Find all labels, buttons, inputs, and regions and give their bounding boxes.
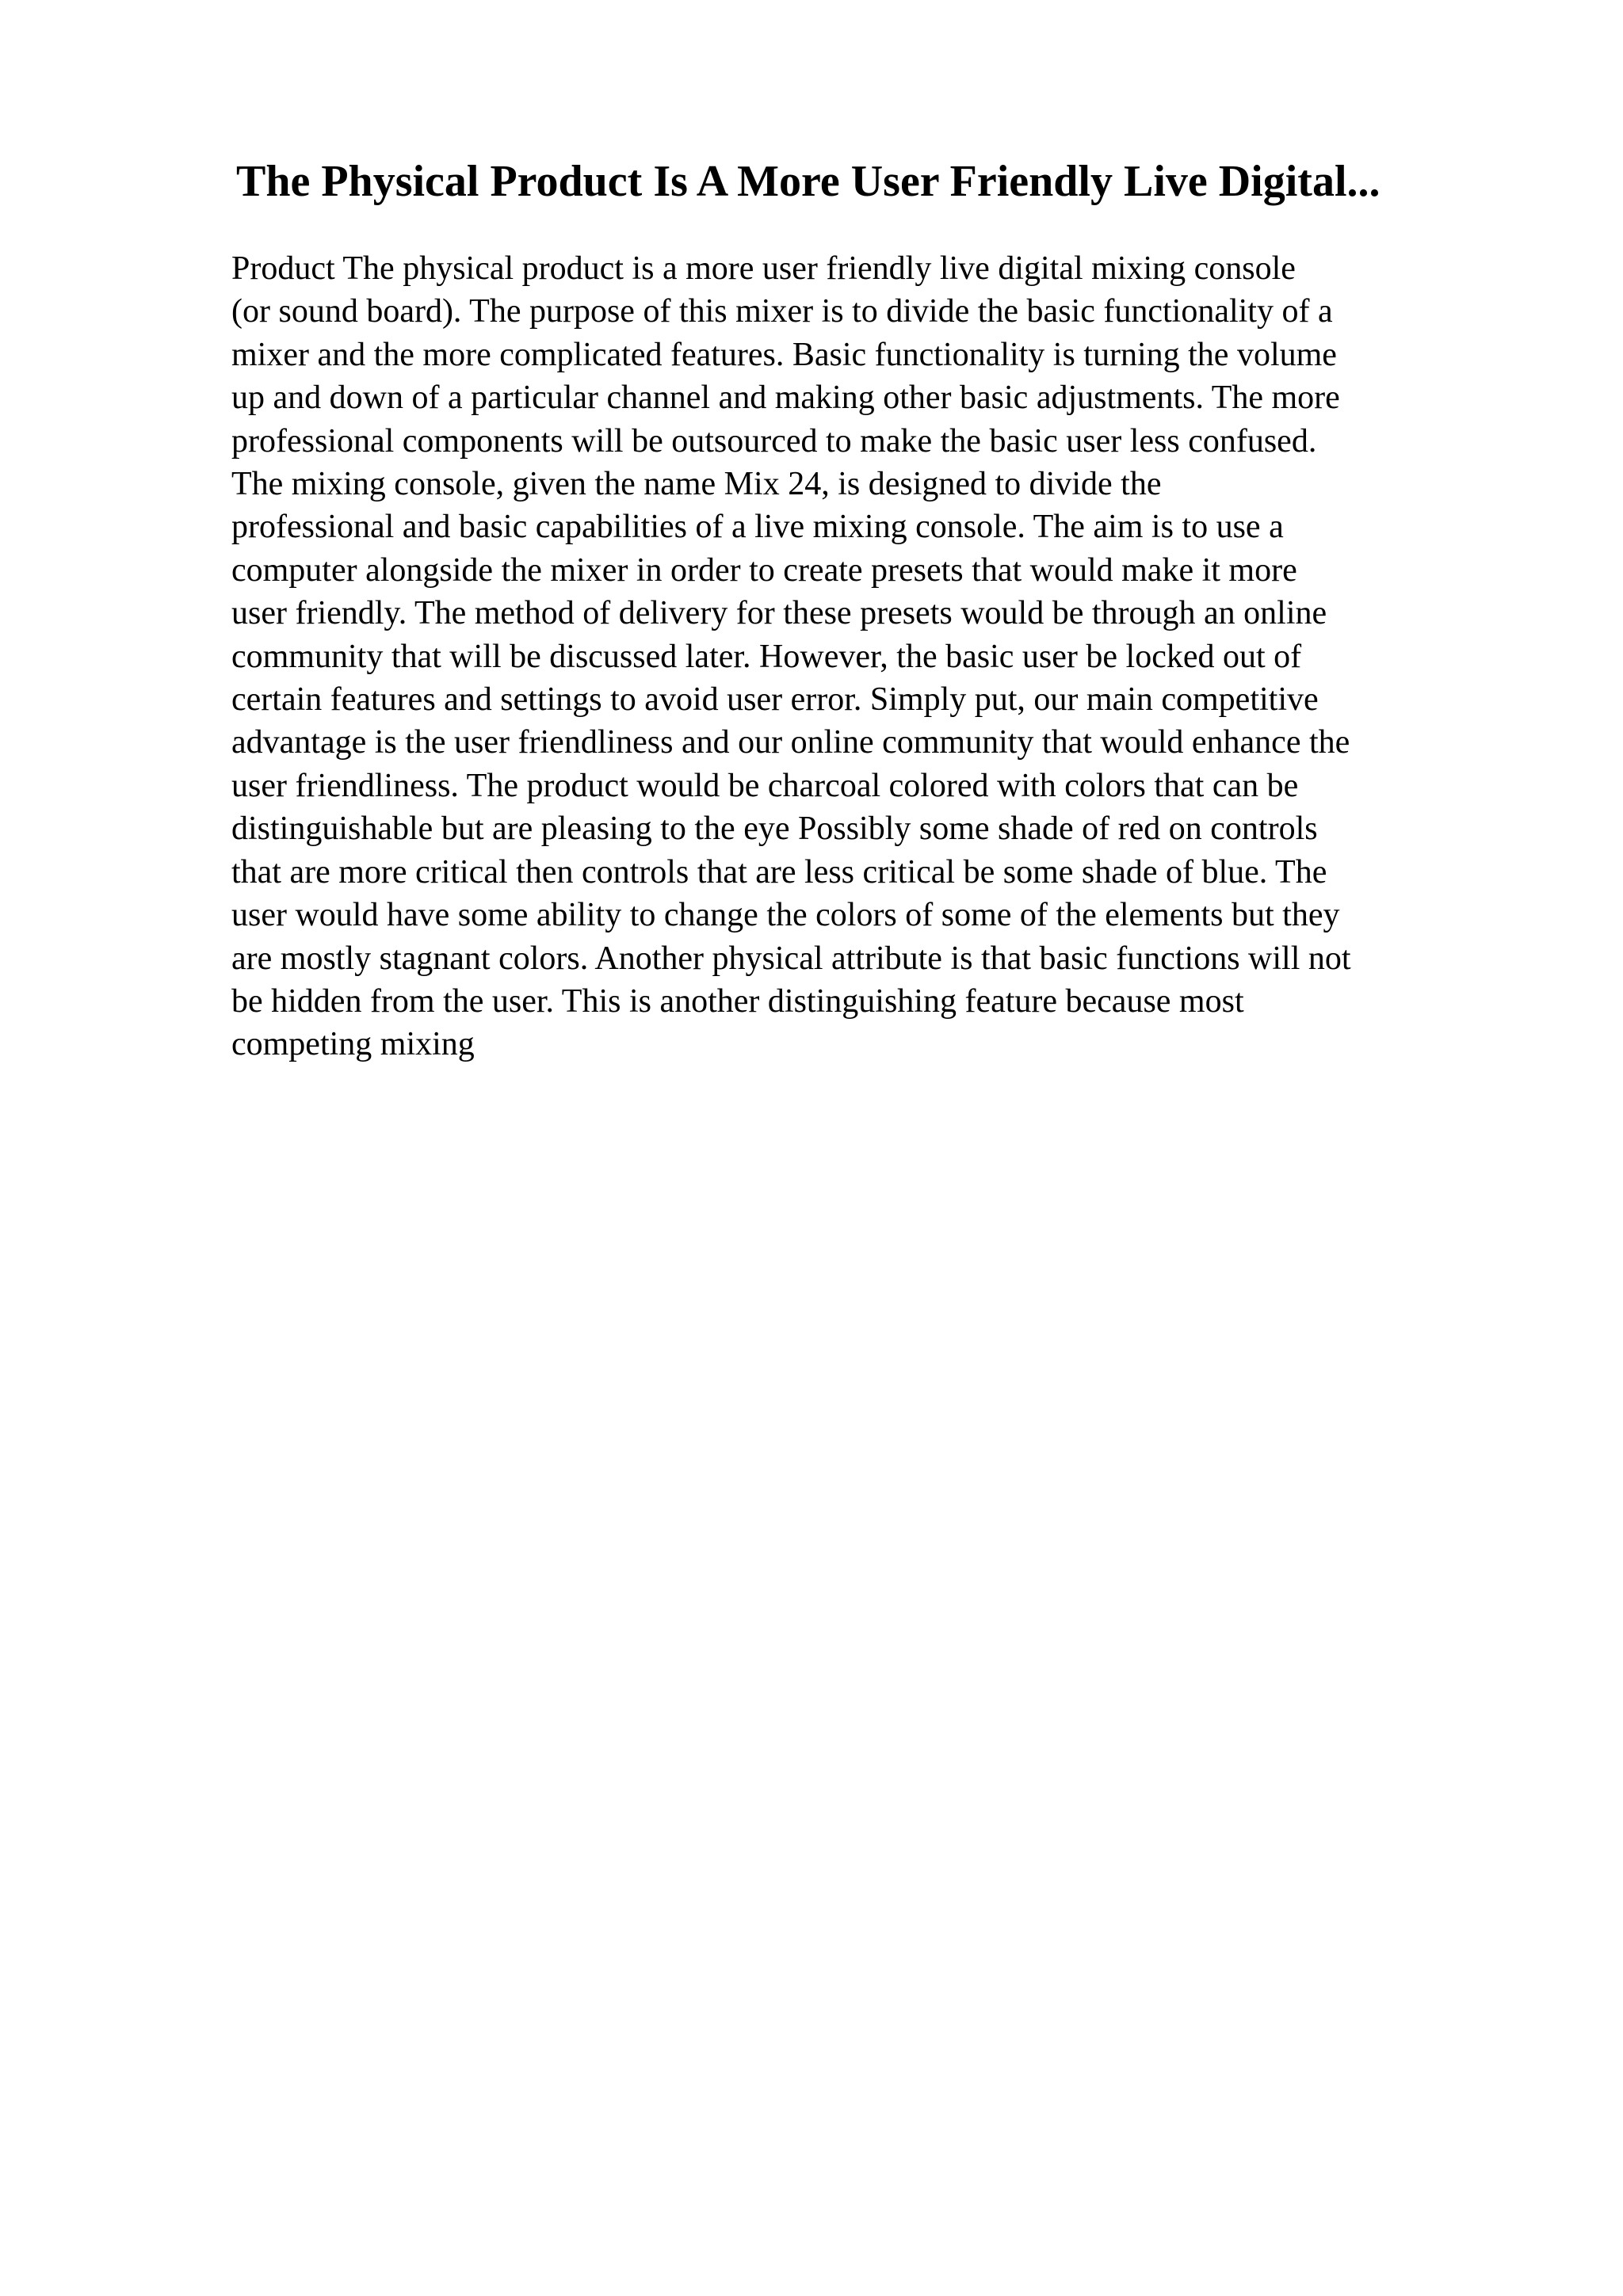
body-line: computer alongside the mixer in order to create presets that would make it more — [231, 551, 1297, 589]
body-line: user friendly. The method of delivery for these presets would be through an online — [231, 595, 1327, 632]
body-line: professional components will be outsourced to make the basic user less confused. — [231, 422, 1317, 460]
body-line: user would have some ability to change the colors of some of the elements but they — [231, 897, 1340, 934]
document-body — [231, 247, 1594, 1066]
body-line: The mixing console, given the name Mix 24, is designed to divide the — [231, 466, 1162, 503]
body-line: professional and basic capabilities of a live mixing console. The aim is to use a — [231, 509, 1284, 546]
body-line: distinguishable but are pleasing to the eye Possibly some shade of red on controls — [231, 810, 1318, 848]
body-line: up and down of a particular channel and making other basic adjustments. The more — [231, 379, 1340, 417]
body-line: certain features and settings to avoid user error. Simply put, our main competitive — [231, 681, 1319, 719]
body-line: user friendliness. The product would be charcoal colored with colors that can be — [231, 767, 1299, 804]
body-line: advantage is the user friendliness and our online community that would enhance the — [231, 724, 1350, 761]
body-line: community that will be discussed later. However, the basic user be locked out of — [231, 638, 1302, 675]
body-line: are mostly stagnant colors. Another physical attribute is that basic functions will not — [231, 940, 1351, 977]
body-line: that are more critical then controls that are less critical be some shade of blue. The — [231, 853, 1327, 891]
body-line: (or sound board). The purpose of this mixer is to divide the basic functionality of a — [231, 293, 1333, 330]
body-line: be hidden from the user. This is another distinguishing feature because most — [231, 982, 1244, 1020]
body-line: mixer and the more complicated features. Basic functionality is turning the volume — [231, 336, 1337, 373]
body-line: competing mixing — [231, 1026, 475, 1063]
body-line: Product The physical product is a more user friendly live digital mixing console — [231, 250, 1296, 287]
document-title: The Physical Product Is A More User Friendly Live Digital... — [236, 157, 1381, 206]
